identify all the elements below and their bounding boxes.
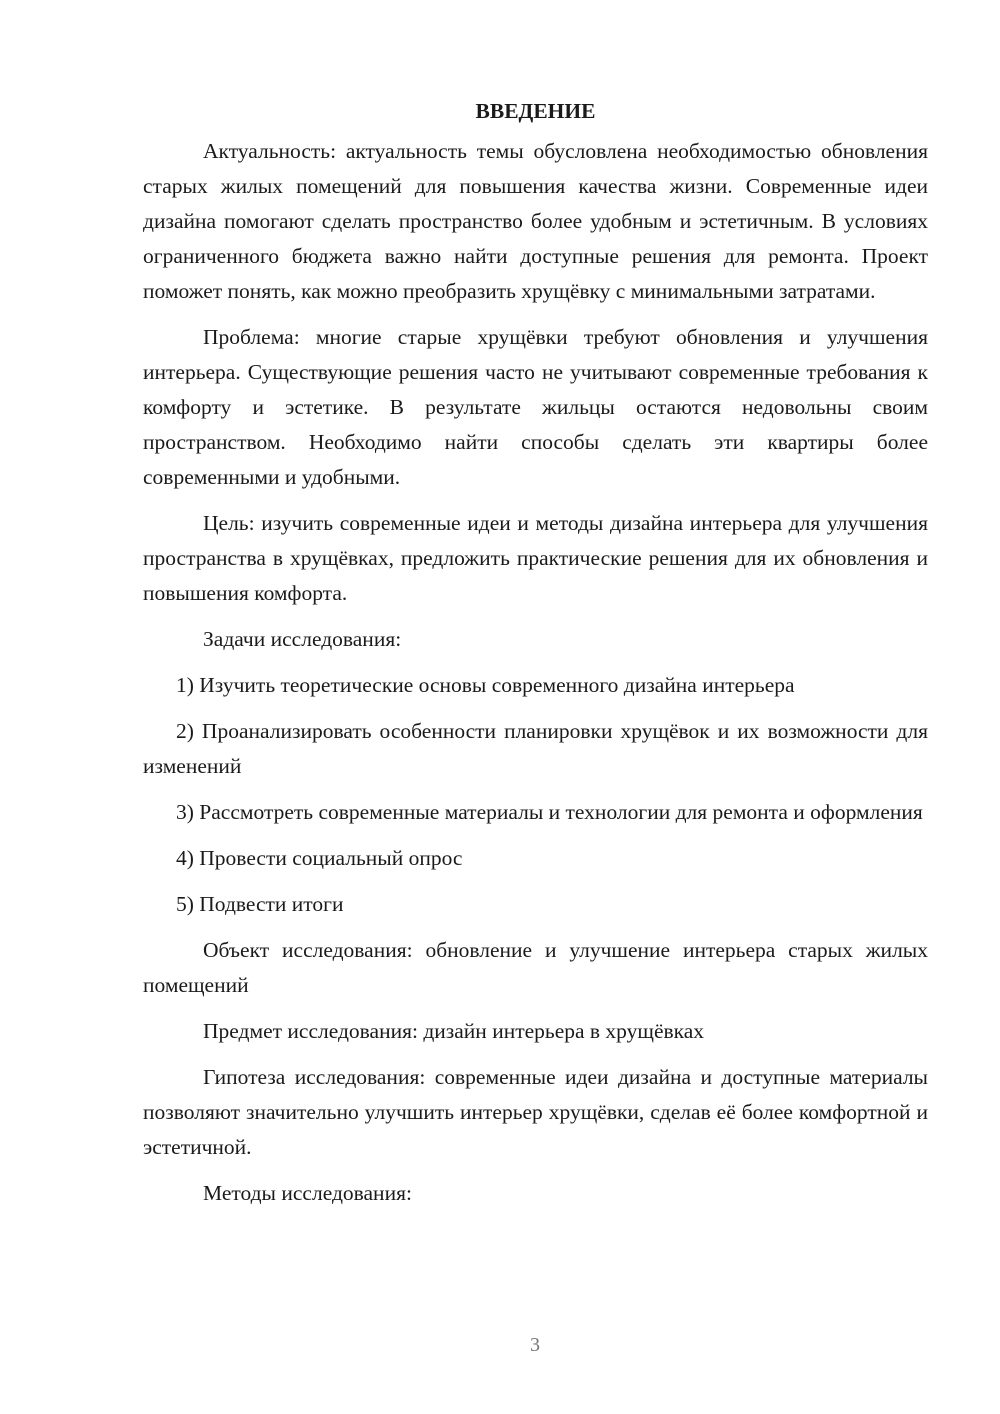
- task-item-5: 5) Подвести итоги: [176, 892, 344, 916]
- section-heading: ВВЕДЕНИЕ: [475, 99, 596, 123]
- task-item-2: 2) Проанализировать особенности планировки хрущёвок и их возможности для изменений: [143, 719, 928, 778]
- paragraph-subject: Предмет исследования: дизайн интерьера в хрущёвках: [203, 1019, 705, 1043]
- paragraph-object: Объект исследования: обновление и улучшение интерьера старых жилых помещений: [143, 938, 928, 997]
- paragraph-problem: Проблема: многие старые хрущёвки требуют обновления и улучшения интерьера. Существующие решения часто не учитывают современные требования к комфорту и эстетике. В результате жильцы остаются недовольны своим пространством. Необходимо найти способы сделать эти квартиры более современными и удобными.: [143, 325, 928, 489]
- paragraph-relevance: Актуальность: актуальность темы обусловлена необходимостью обновления старых жилых помещений для повышения качества жизни. Современные идеи дизайна помогают сделать пространство более удобным и эстетичным. В условиях ограниченного бюджета важно найти доступные решения для ремонта. Проект поможет понять, как можно преобразить хрущёвку с минимальными затратами.: [143, 139, 928, 303]
- page-number: 3: [530, 1334, 540, 1356]
- paragraph-methods: Методы исследования:: [203, 1181, 412, 1205]
- paragraph-goal: Цель: изучить современные идеи и методы дизайна интерьера для улучшения пространства в хрущёвках, предложить практические решения для их обновления и повышения комфорта.: [143, 511, 928, 605]
- task-item-3: 3) Рассмотреть современные материалы и технологии для ремонта и оформления: [176, 800, 923, 824]
- paragraph-tasks-heading: Задачи исследования:: [203, 627, 402, 651]
- task-item-4: 4) Провести социальный опрос: [176, 846, 463, 870]
- task-item-1: 1) Изучить теоретические основы современного дизайна интерьера: [176, 673, 795, 697]
- page-content: [143, 96, 928, 1222]
- paragraph-hypothesis: Гипотеза исследования: современные идеи дизайна и доступные материалы позволяют значительно улучшить интерьер хрущёвки, сделав её более комфортной и эстетичной.: [143, 1065, 928, 1159]
